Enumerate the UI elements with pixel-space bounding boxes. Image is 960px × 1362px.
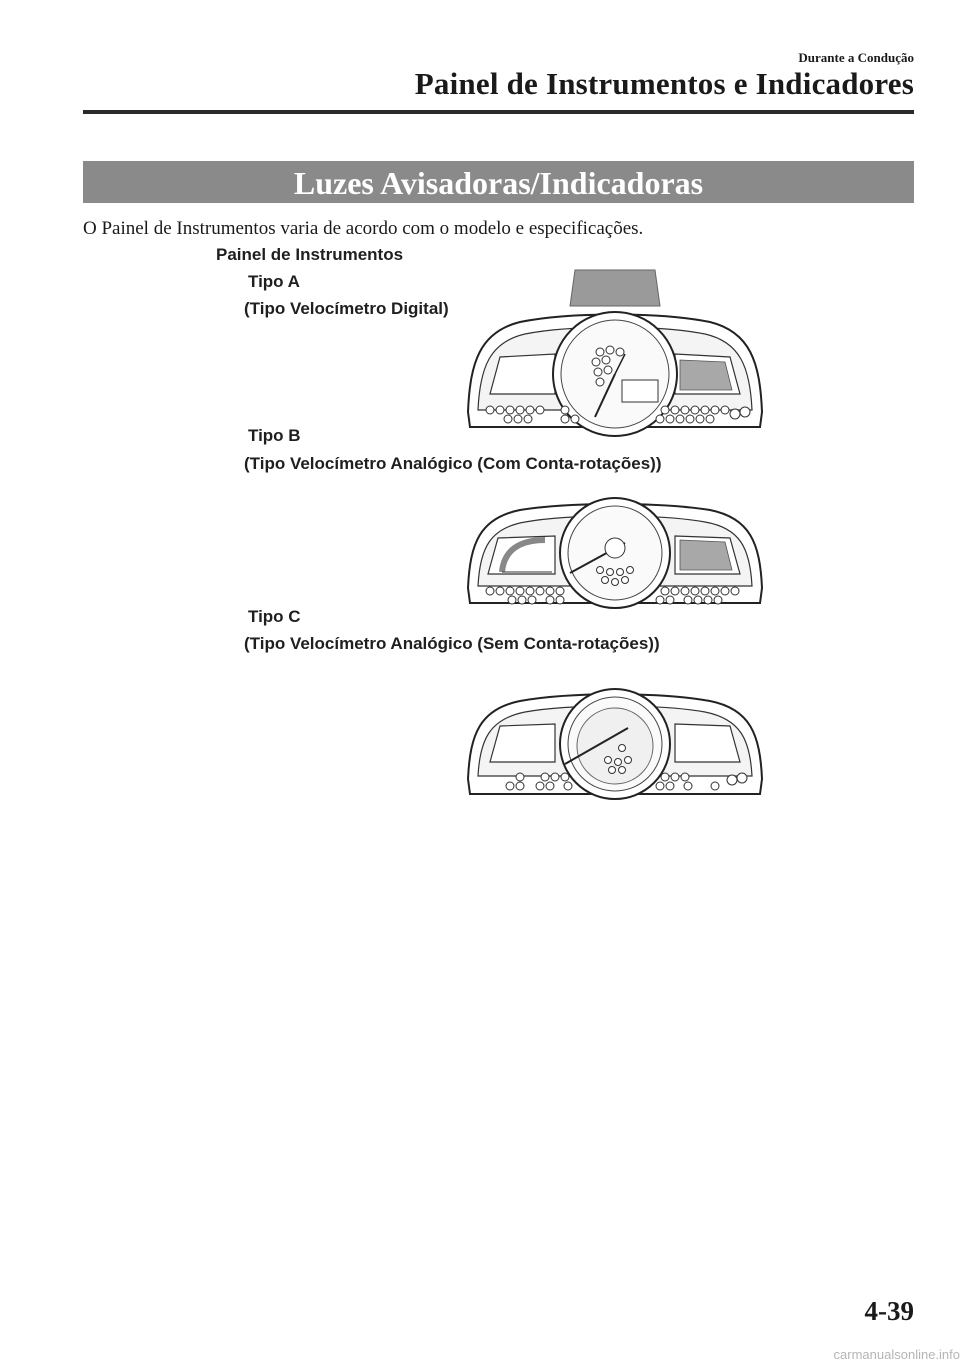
watermark: carmanualsonline.info — [833, 1347, 960, 1362]
figure-caption: Painel de Instrumentos — [216, 245, 404, 264]
type-a-desc: (Tipo Velocímetro Digital) — [244, 299, 449, 318]
type-c-desc: (Tipo Velocímetro Analógico (Sem Conta-rotações)) — [244, 634, 660, 653]
intro-paragraph: O Painel de Instrumentos varia de acordo com o modelo e especificações. — [83, 218, 644, 239]
chapter-title: Painel de Instrumentos e Indicadores — [414, 66, 914, 101]
type-b-label: Tipo B — [248, 426, 301, 445]
instrument-cluster-type-a — [460, 262, 770, 442]
instrument-cluster-type-b — [460, 478, 770, 613]
head-up-display-icon — [570, 270, 660, 306]
section-banner: Luzes Avisadoras/Indicadoras — [83, 161, 914, 203]
header-divider — [83, 110, 914, 114]
type-a-label: Tipo A — [248, 272, 300, 291]
type-c-label: Tipo C — [248, 607, 301, 626]
section-title: Durante a Condução — [798, 50, 914, 65]
page-number: 4-39 — [864, 1296, 914, 1326]
instrument-cluster-type-c — [460, 664, 770, 804]
type-b-desc: (Tipo Velocímetro Analógico (Com Conta-rotações)) — [244, 454, 662, 473]
